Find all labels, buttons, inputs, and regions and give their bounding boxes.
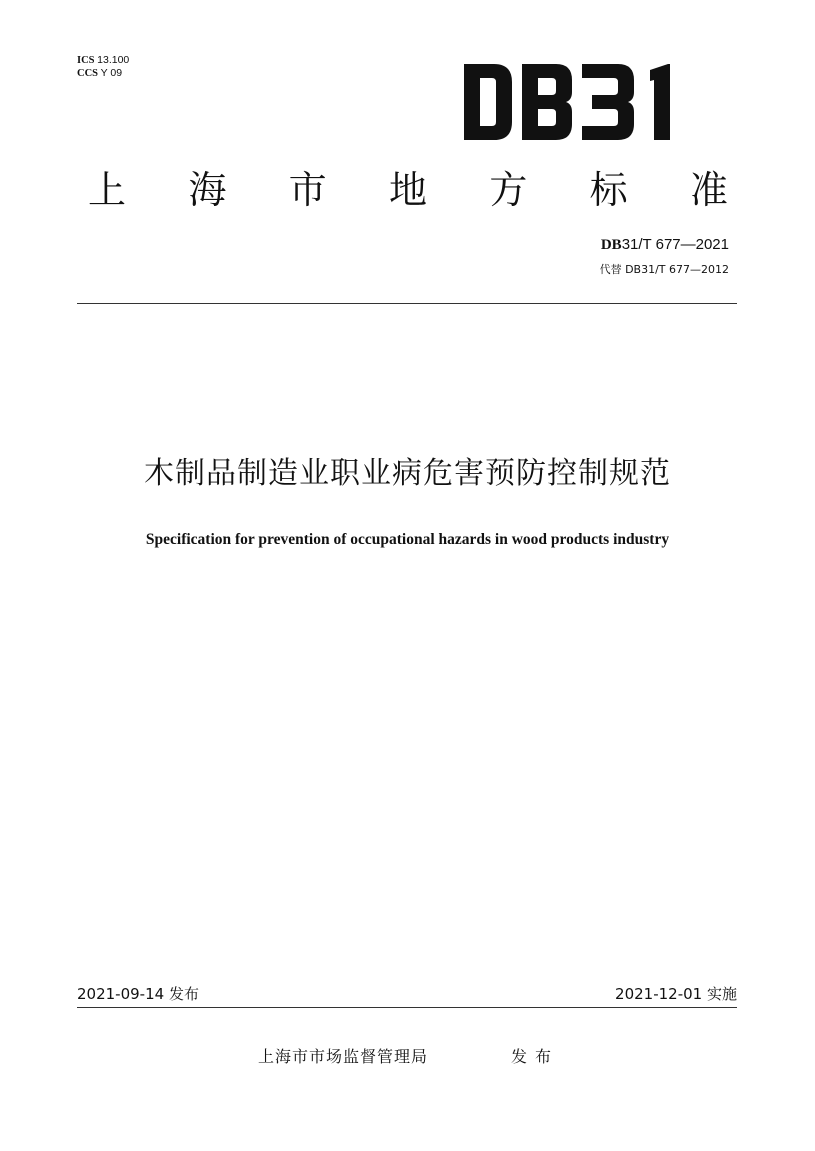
standard-number bbox=[601, 236, 729, 254]
standard-type-heading bbox=[88, 166, 728, 214]
issue-date: 2021-09-14 发布 bbox=[77, 985, 199, 1003]
ccs-label: CCS bbox=[77, 68, 99, 79]
standard-type-char: 标 bbox=[589, 168, 628, 212]
standard-type-char: 市 bbox=[288, 168, 327, 212]
header-divider bbox=[77, 303, 737, 304]
db31-logo-graphic bbox=[464, 64, 689, 140]
replaces-standard: 代替 DB31/T 677—2012 bbox=[599, 263, 729, 276]
db31-logo bbox=[464, 64, 689, 140]
standard-type-char: 方 bbox=[489, 168, 528, 212]
standard-type-char: 地 bbox=[388, 168, 427, 212]
classification-codes bbox=[77, 54, 129, 80]
standard-number-prefix: DB bbox=[600, 237, 622, 253]
document-title-english: Specification for prevention of occupational hazards in wood products industry bbox=[145, 531, 670, 548]
footer-divider bbox=[77, 1007, 737, 1008]
standard-type-char: 海 bbox=[188, 168, 227, 212]
ics-label: ICS bbox=[77, 55, 95, 66]
ics-row bbox=[77, 54, 129, 67]
standard-type-char: 准 bbox=[689, 168, 728, 212]
ccs-code: Y 09 bbox=[100, 67, 123, 79]
implementation-date: 2021-12-01 实施 bbox=[615, 985, 737, 1003]
ics-code: 13.100 bbox=[97, 54, 130, 66]
standard-type-char: 上 bbox=[88, 168, 127, 212]
ccs-row bbox=[77, 67, 129, 80]
standard-number-rest: 31/T 677—2021 bbox=[621, 236, 729, 253]
document-title-chinese: 木制品制造业职业病危害预防控制规范 bbox=[144, 456, 671, 491]
publish-label: 发布 bbox=[511, 1047, 560, 1066]
publisher-name: 上海市市场监督管理局 bbox=[258, 1047, 429, 1066]
